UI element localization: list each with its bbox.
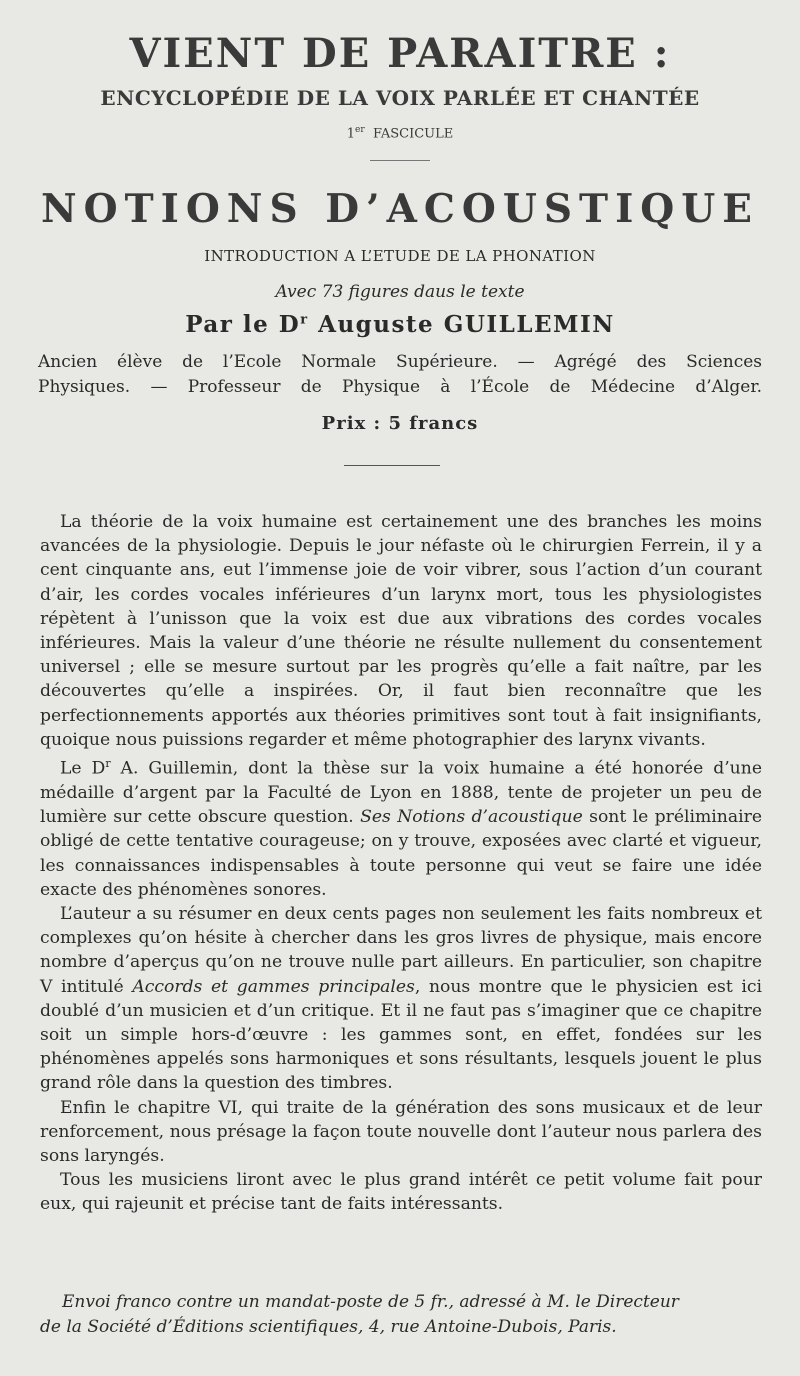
paragraph-4: Enfin le chapitre VI, qui traite de la génération des sons musicaux et de leur renforcement, nous présage la façon toute nouvelle dont l’auteur nous parlera des sons laryngés.: [40, 1097, 762, 1167]
credentials-line-1: Ancien élève de l’Ecole Normale Supérieure. — Agrégé des Sciences: [38, 352, 762, 372]
paragraph-5: Tous les musiciens liront avec le plus grand intérêt ce petit volume fait pour eux, qui rajeunit et précise tant de faits intéressants.: [40, 1170, 762, 1215]
divider-mid: [344, 465, 440, 466]
ordering-line-2: de la Société d’Éditions scientifiques, 4, rue Antoine-Dubois, Paris.: [40, 1317, 617, 1337]
author-prefix: Par le D: [185, 311, 301, 338]
fascicule-sup: er: [355, 125, 365, 135]
author-sup: r: [300, 312, 309, 328]
paragraph-2: [40, 752, 762, 902]
series-title: ENCYCLOPÉDIE DE LA VOIX PARLÉE ET CHANTÉE: [100, 86, 700, 110]
announcement-title: VIENT DE PARAITRE :: [129, 30, 671, 77]
figures-note: Avec 73 figures daus le texte: [275, 282, 525, 302]
paragraph-1: La théorie de la voix humaine est certainement une des branches les moins avancées de la physiologie. Depuis le jour néfaste où le chirurgien Ferrein, il y a cent cinquante ans, eut l’immense joie de voir vibrer, sous l’action d’un courant d’air, les cordes vocales inférieures d’un larynx mort, tous les physiologistes répètent à l’unisson que la voix est due aux vibrations des cordes vocales inférieures. Mais la valeur d’une théorie ne résulte nullement du consentement universel ; elle se mesure surtout par les progrès qu’elle a fait naître, par les découvertes qu’elle a inspirées. Or, il faut bien reconnaître que les perfectionnements apportés aux théories primitives sont tout à fait insignifiants, quoique nous puissions regarder et même photographier des larynx vivants.: [40, 512, 762, 750]
author-line: [0, 311, 800, 338]
p3-start: L’auteur a su résumer en deux cents pages non seulement les faits nombreux et complexes qu’on hésite à chercher dans les gros livres de physique, mais encore nombre d’aperçus qu’on ne trouve nulle part ailleurs. En particulier, son chapitre V intitulé: [40, 903, 762, 997]
divider-short: [370, 160, 430, 161]
ordering-line-1: Envoi franco contre un mandat-poste de 5 fr., adressé à M. le Directeur: [62, 1292, 679, 1312]
review-text: [40, 510, 762, 1217]
credentials-line-2: Physiques. — Professeur de Physique à l’École de Médecine d’Alger.: [38, 377, 762, 397]
p2-end: sont le préliminaire obligé de cette tentative courageuse; on y trouve, exposées avec clarté et vigueur, les connaissances indispensables à toute personne qui veut se faire une idée exacte des phénomènes sonores.: [40, 807, 762, 900]
p2-mid: A. Guillemin, dont la thèse sur la voix humaine a été honorée d’une médaille d’argent par la Faculté de Lyon en 1888, tente de projeter un peu de lumière sur cette obscure question.: [40, 758, 762, 828]
ordering-info: [40, 1290, 762, 1340]
fascicule-text: FASCICULE: [372, 126, 454, 142]
p2-start: Le D: [60, 758, 106, 779]
price: Prix : 5 francs: [321, 413, 479, 434]
p2-italic: Ses Notions d’acoustique: [360, 807, 583, 828]
p3-italic: Accords et gammes principales: [132, 976, 415, 997]
author-credentials: [38, 350, 762, 400]
fascicule-label: [0, 125, 800, 141]
p3-end: , nous montre que le physicien est ici doublé d’un musicien et d’un critique. Et il ne faut pas s’imaginer que ce chapitre soit un simple hors-d’œuvre : les gammes sont, en effet, fondées sur les phénomènes appelés sons harmoniques et sons résultants, lesquels jouent le plus grand rôle dans la question des timbres.: [40, 976, 762, 1094]
author-name: Auguste GUILLEMIN: [318, 311, 615, 338]
book-title: NOTIONS D’ACOUSTIQUE: [40, 186, 760, 232]
book-subtitle: INTRODUCTION A L’ETUDE DE LA PHONATION: [204, 247, 596, 265]
paragraph-3: [40, 902, 762, 1096]
p2-sup: r: [105, 757, 111, 771]
fascicule-number: 1: [346, 126, 356, 142]
